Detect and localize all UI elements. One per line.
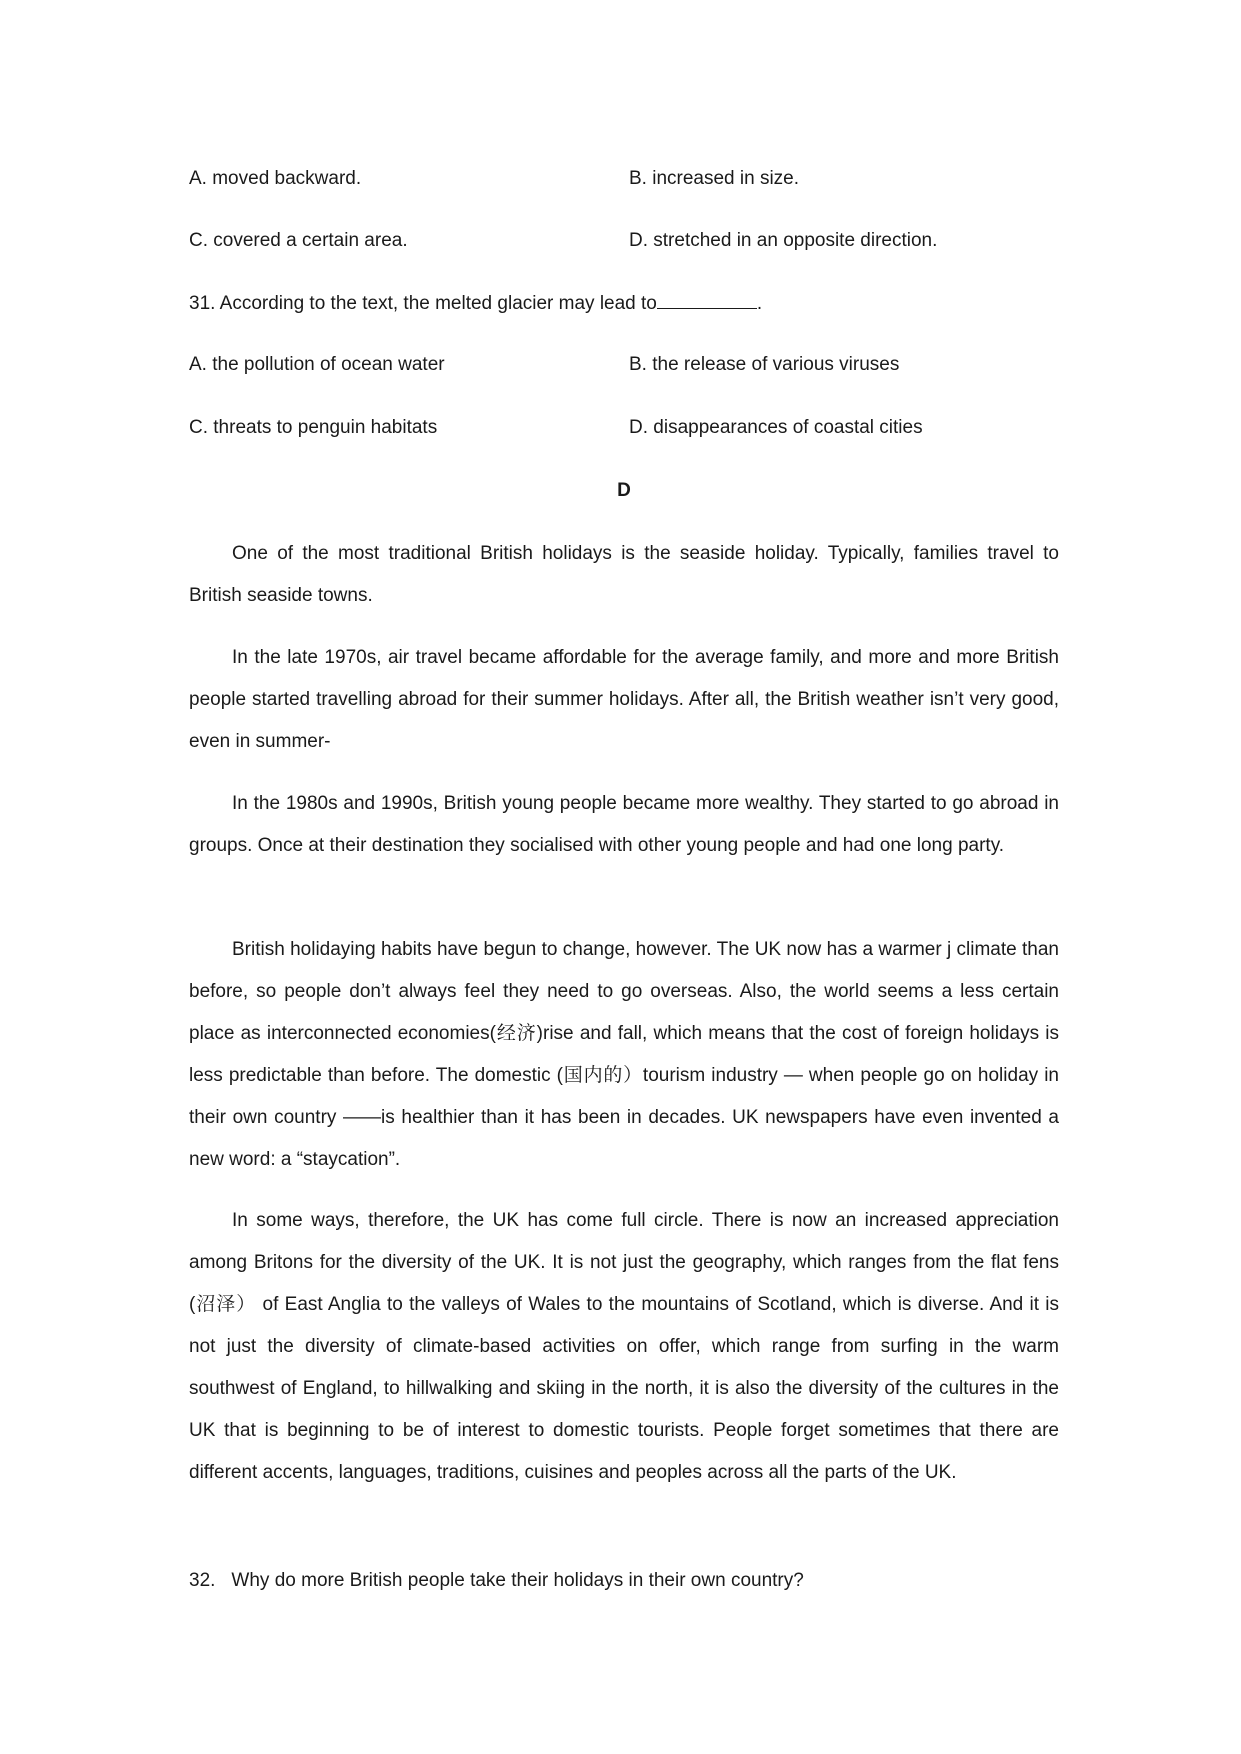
- q32-number: 32.: [189, 1570, 216, 1591]
- q30-options-row-2: [189, 226, 1059, 256]
- passage-paragraph-2: In the late 1970s, air travel became affordable for the average family, and more and more British people started travelling abroad for their summer holidays. After all, the British weather isn’t very good, even in summer-: [189, 647, 1059, 752]
- q31-options-row-2: [189, 413, 1059, 443]
- q31-stem: [189, 288, 1059, 318]
- q30-option-b[interactable]: B. increased in size.: [629, 168, 800, 189]
- passage-paragraph-5: In some ways, therefore, the UK has come full circle. There is now an increased appreciation among Britons for the diversity of the UK. It is not just the geography, which ranges from the flat fens (沼泽） of East Anglia to the valleys of Wales to the mountains of Scotland, which is diverse. And it is not just the diversity of climate-based activities on offer, which range from surfing in the warm southwest of England, to hillwalking and skiing in the north, it is also the diversity of the cultures in the UK that is beginning to be of interest to domestic tourists. People forget sometimes that there are different accents, languages, traditions, cuisines and peoples across all the parts of the UK.: [189, 1210, 1059, 1483]
- q31-option-d[interactable]: D. disappearances of coastal cities: [629, 417, 923, 438]
- q31-stem-end: .: [756, 293, 763, 314]
- passage-paragraph-1: One of the most traditional British holidays is the seaside holiday. Typically, families travel to British seaside towns.: [189, 543, 1059, 606]
- q30-option-a[interactable]: A. moved backward.: [189, 168, 362, 189]
- section-heading: D: [617, 480, 631, 501]
- q30-options-row-1: [189, 164, 1059, 194]
- q32-stem-text: Why do more British people take their holidays in their own country?: [231, 1570, 804, 1591]
- q31-option-c[interactable]: C. threats to penguin habitats: [189, 417, 438, 438]
- q30-option-d[interactable]: D. stretched in an opposite direction.: [629, 230, 938, 251]
- q30-option-c[interactable]: C. covered a certain area.: [189, 230, 408, 251]
- q31-stem-text: 31. According to the text, the melted glacier may lead to: [189, 293, 657, 314]
- q32-stem: [189, 1566, 1059, 1596]
- q31-answer-blank[interactable]: [657, 288, 757, 309]
- passage-paragraph-4: British holidaying habits have begun to change, however. The UK now has a warmer j climate than before, so people don’t always feel they need to go overseas. Also, the world seems a less certain place as interconnected economies(经济)rise and fall, which means that the cost of foreign holidays is less predictable than before. The domestic (国内的）tourism industry — when people go on holiday in their own country ——is healthier than it has been in decades. UK newspapers have even invented a new word: a “staycation”.: [189, 939, 1059, 1170]
- q31-options-row-1: [189, 350, 1059, 380]
- q31-option-a[interactable]: A. the pollution of ocean water: [189, 354, 445, 375]
- passage-paragraph-3: In the 1980s and 1990s, British young people became more wealthy. They started to go abroad in groups. Once at their destination they socialised with other young people and had one long party.: [189, 793, 1059, 856]
- q31-option-b[interactable]: B. the release of various viruses: [629, 354, 900, 375]
